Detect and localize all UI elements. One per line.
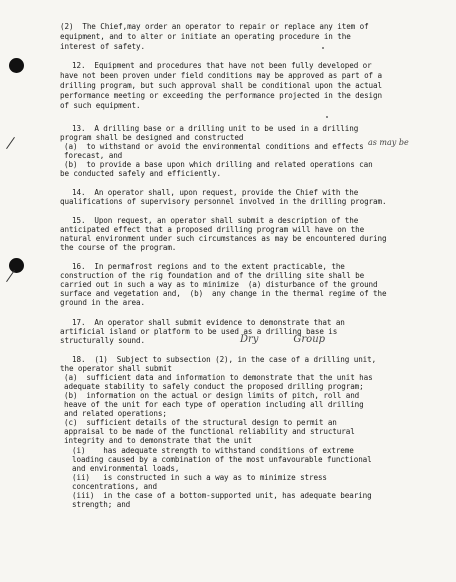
text-line: integrity and to demonstrate that the unit — [64, 436, 252, 445]
text-line: 14. An operator shall, upon request, provide the Chief with the — [72, 188, 359, 197]
text-line: (iii) in the case of a bottom-supported unit, has adequate bearing — [72, 491, 372, 500]
text-line: anticipated effect that a proposed drilling program will have on the — [60, 225, 365, 234]
text-line: concentrations, and — [72, 482, 157, 491]
paper-speck — [322, 47, 324, 49]
text-line: appraisal to be made of the functional reliability and structural — [64, 427, 355, 436]
text-line: 17. An operator shall submit evidence to demonstrate that an — [72, 318, 345, 327]
text-line: qualifications of supervisory personnel involved in the drilling program. — [60, 197, 387, 206]
text-line: 13. A drilling base or a drilling unit to be used in a drilling — [72, 124, 359, 133]
text-line: adequate stability to safely conduct the proposed drilling program; — [64, 382, 364, 391]
text-line: performance meeting or exceeding the performance projected in the design — [60, 91, 382, 100]
margin-pencil-mark — [6, 137, 15, 149]
text-line: be conducted safely and efficiently. — [60, 169, 221, 178]
text-line: artificial island or platform to be used as a drilling base is — [60, 327, 338, 336]
text-line: program shall be designed and constructed — [60, 133, 244, 142]
handwritten-note-13: as may be — [368, 138, 409, 147]
text-line: equipment, and to alter or initiate an operating procedure in the — [60, 32, 351, 41]
paper-speck — [326, 116, 328, 118]
text-line: drilling program, but such approval shall be conditional upon the actual — [60, 81, 382, 90]
text-line: (a) to withstand or avoid the environmental conditions and effects — [64, 142, 364, 151]
text-line: (b) information on the actual or design limits of pitch, roll and — [64, 391, 360, 400]
text-line: and environmental loads, — [72, 464, 180, 473]
text-line: 15. Upon request, an operator shall submit a description of the — [72, 216, 359, 225]
text-line: heave of the unit for each type of operation including all drilling — [64, 400, 364, 409]
binder-hole-bottom — [9, 258, 24, 273]
text-line: strength; and — [72, 500, 131, 509]
text-line: (c) sufficient details of the structural design to permit an — [64, 418, 337, 427]
text-line: and related operations; — [64, 409, 167, 418]
text-line: (i) has adequate strength to withstand conditions of extreme — [72, 446, 354, 455]
text-line: construction of the rig foundation and of the drilling site shall be — [60, 271, 365, 280]
text-line: surface and vegetation and, (b) any change in the thermal regime of the — [60, 289, 387, 298]
text-line: the operator shall submit — [60, 364, 172, 373]
text-line: (ii) is constructed in such a way as to minimize stress — [72, 473, 327, 482]
text-line: structurally sound. — [60, 336, 145, 345]
text-line: interest of safety. — [60, 42, 145, 51]
text-line: 12. Equipment and procedures that have not been fully developed or — [72, 61, 372, 70]
text-line: loading caused by a combination of the most unfavourable functional — [72, 455, 372, 464]
text-line: (a) sufficient data and information to demonstrate that the unit has — [64, 373, 373, 382]
text-line: the course of the program. — [60, 243, 177, 252]
text-line: (2) The Chief,may order an operator to repair or replace any item of — [60, 22, 369, 31]
text-line: of such equipment. — [60, 101, 141, 110]
text-line: natural environment under such circumstances as may be encountered during — [60, 234, 387, 243]
text-line: (b) to provide a base upon which drilling and related operations can — [64, 160, 373, 169]
text-line: ground in the area. — [60, 298, 145, 307]
text-line: 16. In permafrost regions and to the extent practicable, the — [72, 262, 345, 271]
binder-hole-top — [9, 58, 24, 73]
text-line: carried out in such a way as to minimize (a) disturbance of the ground — [60, 280, 378, 289]
text-line: forecast, and — [64, 151, 123, 160]
handwritten-note-17: Dry Group — [240, 334, 326, 345]
margin-pencil-mark — [6, 270, 15, 282]
text-line: have not been proven under field conditions may be approved as part of a — [60, 71, 382, 80]
text-line: 18. (1) Subject to subsection (2), in the case of a drilling unit, — [72, 355, 377, 364]
